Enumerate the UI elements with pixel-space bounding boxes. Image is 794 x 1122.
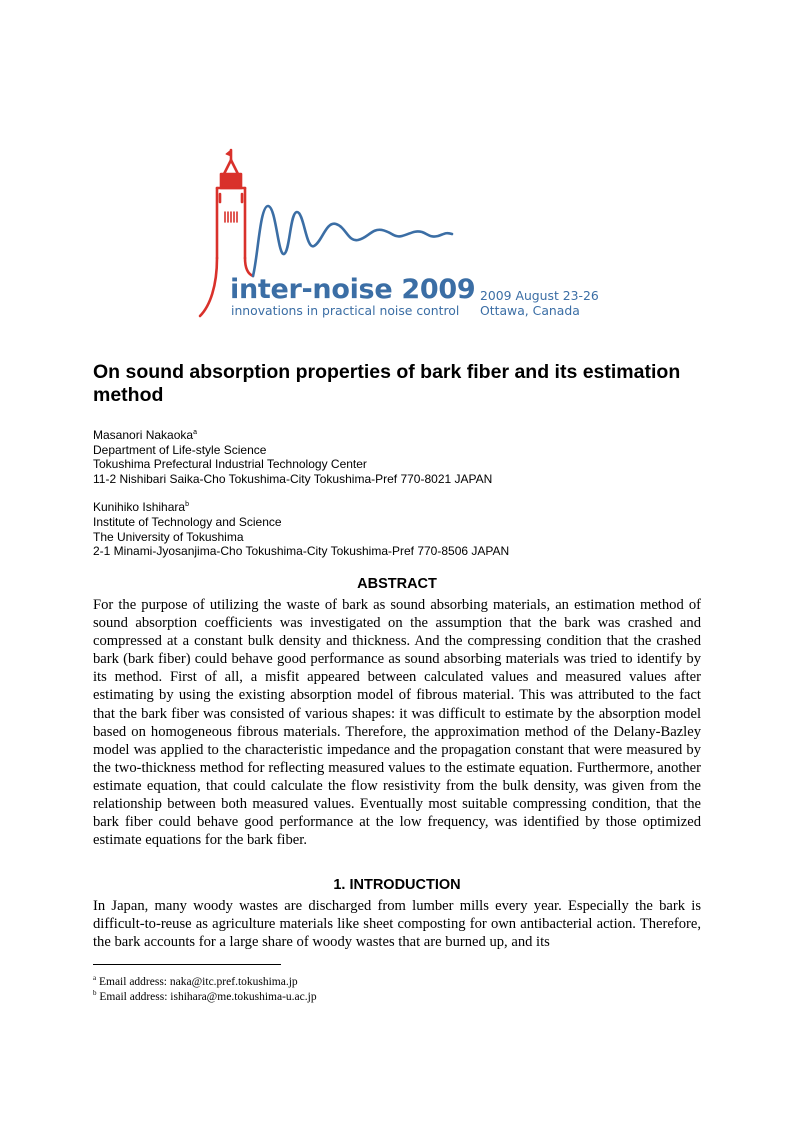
author-footnote-mark: a xyxy=(193,429,197,436)
footnote-mark: a xyxy=(93,974,97,983)
author-affiliation-line: 11-2 Nishibari Saika-Cho Tokushima-City Tokushima-Pref 770-8021 JAPAN xyxy=(93,471,493,486)
author-list xyxy=(93,428,713,559)
abstract-text: For the purpose of utilizing the waste of bark as sound absorbing materials, an estimation method of sound absorption coefficients was investigated on the assumption that the bark was crashed and compressed at a constant bulk density and thickness. And the compressing condition that the crashed bark (bark fiber) could behave good performance as sound absorbing materials was tried to identify by its method. First of all, a misfit appeared between calculated values and measured values after estimating by using the existing absorption model of fibrous material. This was attributed to the fact that the bark fiber was consisted of various shapes: it was difficult to estimate by the absorption model based on homogeneous fibrous materials. Therefore, the approximation method of the Delany-Bazley model was applied to the characteristic impedance and the propagation constant that were measured by the two-thickness method for reflecting measured values to the estimate equation. Furthermore, another estimate equation, that could calculate the flow resistivity from the bulk density, was given from the relationship between both measured values. Eventually most suitable compressing condition, that the bark fiber could behave good performance at the low frequency, was identified by those optimized estimate equations for the bark fiber. xyxy=(93,597,701,849)
author-affiliation-line: Department of Life-style Science xyxy=(93,442,267,457)
author-affiliation-line: Tokushima Prefectural Industrial Technology Center xyxy=(93,457,367,472)
paper-title: On sound absorption properties of bark fiber and its estimation method xyxy=(93,361,681,406)
footnote xyxy=(93,975,593,990)
author-footnote-mark: b xyxy=(185,501,189,509)
footnote-text: Email address: naka@itc.pref.tokushima.jp xyxy=(98,976,298,988)
author-affiliation-line: The University of Tokushima xyxy=(93,529,244,544)
sound-wave-icon xyxy=(253,206,452,276)
footnote-mark: b xyxy=(93,989,97,998)
footnote-text: Email address: ishihara@me.tokushima-u.ac.jp xyxy=(99,991,317,1003)
footnote-divider xyxy=(93,964,281,965)
author-name: Kunihiko Ishihara xyxy=(93,500,186,515)
introduction-text: In Japan, many woody wastes are discharged from lumber mills every year. Especially the bark is difficult-to-reuse as agriculture materials like sheet composting for own antibacterial action. Therefore, the bark accounts for a large share of woody wastes that are burned up, and its xyxy=(93,898,701,951)
introduction-heading: 1. INTRODUCTION xyxy=(333,877,461,893)
conference-location: Ottawa, Canada xyxy=(480,303,580,318)
conference-logo xyxy=(196,146,616,322)
author-block xyxy=(93,428,713,486)
conference-date: 2009 August 23-26 xyxy=(480,288,599,303)
conference-tagline: innovations in practical noise control xyxy=(231,303,460,318)
author-name: Masanori Nakaoka xyxy=(93,428,194,442)
footnote xyxy=(93,990,593,1005)
abstract-heading: ABSTRACT xyxy=(357,576,437,592)
footnotes xyxy=(93,975,593,1005)
author-affiliation-line: 2-1 Minami-Jyosanjima-Cho Tokushima-City Tokushima-Pref 770-8506 JAPAN xyxy=(93,544,510,559)
author-block xyxy=(93,500,713,558)
author-affiliation-line: Institute of Technology and Science xyxy=(93,514,282,529)
conference-name: inter-noise 2009 xyxy=(230,274,476,305)
